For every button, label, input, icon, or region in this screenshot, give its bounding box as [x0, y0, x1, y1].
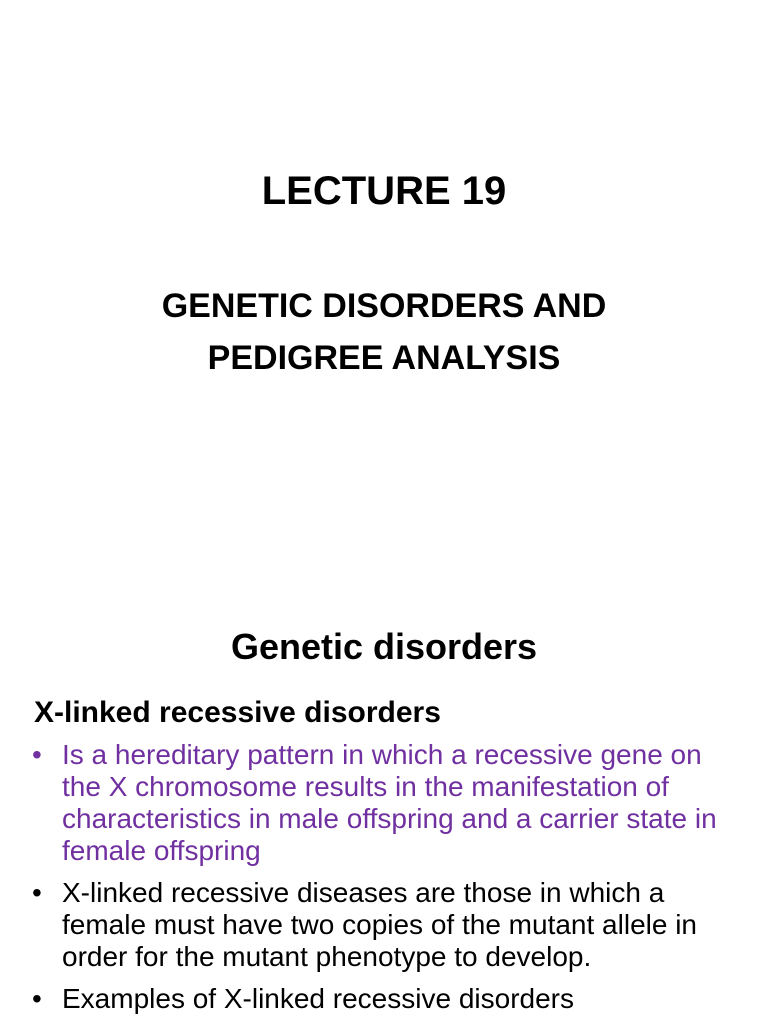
content-slide: [0, 576, 768, 1024]
lecture-subtitle-line-2: PEDIGREE ANALYSIS: [207, 339, 561, 377]
section-heading: X-linked recessive disorders: [34, 696, 441, 729]
lecture-title: LECTURE 19: [261, 169, 507, 213]
bullet-list: [30, 739, 740, 1024]
slide-heading: Genetic disorders: [230, 626, 538, 667]
bullet-item: [30, 877, 740, 973]
lecture-subtitle-line-1: GENETIC DISORDERS AND: [161, 287, 607, 325]
bullet-marker: •: [32, 877, 42, 908]
bullet-text: Is a hereditary pattern in which a recessive gene on the X chromosome results in the manifestation of characteristics in male offspring and a carrier state in female offspring: [62, 739, 717, 866]
bullet-text: Examples of X-linked recessive disorders: [62, 983, 574, 1014]
bullet-marker: •: [32, 983, 42, 1014]
bullet-text: X-linked recessive diseases are those in which a female must have two copies of the mutant allele in order for the mutant phenotype to develop.: [62, 877, 698, 972]
bullet-marker: •: [32, 739, 42, 770]
bullet-item: [30, 983, 740, 1015]
bullet-item: [30, 739, 740, 867]
lecture-subtitle: [60, 280, 708, 384]
